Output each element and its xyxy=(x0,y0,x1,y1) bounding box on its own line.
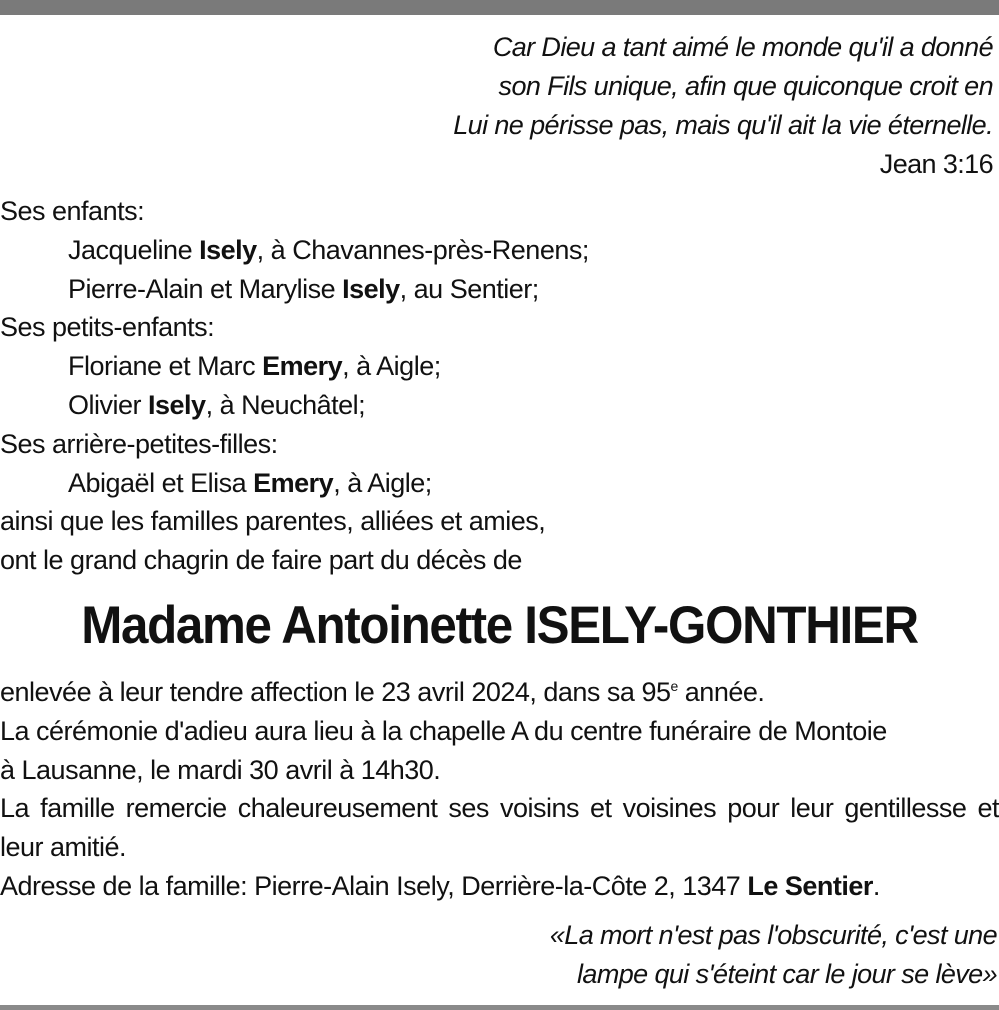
member-first-names: Olivier xyxy=(68,389,149,420)
family-member-entry xyxy=(0,270,760,309)
member-surname: Isely xyxy=(199,234,257,265)
verse-reference: Jean 3:16 xyxy=(879,149,993,179)
ordinal-superscript: e xyxy=(670,678,678,694)
member-surname: Isely xyxy=(342,273,400,304)
member-place: , au Sentier; xyxy=(399,273,539,304)
verse-line-1: Car Dieu a tant aimé le monde qu'il a donné xyxy=(492,32,993,62)
death-date-end: année. xyxy=(677,677,765,707)
bible-verse xyxy=(353,28,993,184)
member-place: , à Aigle; xyxy=(333,467,432,498)
family-member-entry xyxy=(0,231,760,270)
bottom-border xyxy=(0,1005,999,1010)
ceremony-line-1: La cérémonie d'adieu aura lieu à la chapelle A du centre funéraire de Montoie xyxy=(0,715,887,746)
deceased-name: Madame Antoinette ISELY-GONTHIER xyxy=(81,596,918,655)
closing-quote xyxy=(437,916,997,994)
address-place: Le Sentier xyxy=(747,870,873,901)
member-first-names: Abigaël et Elisa xyxy=(68,467,254,498)
member-place: , à Aigle; xyxy=(342,351,441,382)
death-date-line xyxy=(0,673,999,712)
family-member-entry xyxy=(0,386,760,425)
ceremony-line-2: à Lausanne, le mardi 30 avril à 14h30. xyxy=(0,754,441,785)
top-border xyxy=(0,0,999,15)
family-list xyxy=(0,192,760,580)
member-first-names: Pierre-Alain et Marylise xyxy=(68,273,343,304)
member-surname: Isely xyxy=(148,389,206,420)
family-member-entry xyxy=(0,464,760,503)
notice-details xyxy=(0,673,999,906)
address-text: Adresse de la famille: Pierre-Alain Isely, Derrière-la-Côte 2, 1347 xyxy=(0,870,748,901)
member-surname: Emery xyxy=(262,351,343,382)
member-surname: Emery xyxy=(253,467,334,498)
quote-line-2: lampe qui s'éteint car le jour se lève» xyxy=(577,959,997,989)
thanks-paragraph: La famille remercie chaleureusement ses voisins et voisines pour leur gentillesse et leur amitié. xyxy=(0,793,999,863)
member-place: , à Neuchâtel; xyxy=(205,389,366,420)
closing-line-2: ont le grand chagrin de faire part du décès de xyxy=(0,545,522,576)
great-grandchildren-heading: Ses arrière-petites-filles: xyxy=(0,428,278,459)
closing-line-1: ainsi que les familles parentes, alliées et amies, xyxy=(0,506,546,537)
quote-line-1: «La mort n'est pas l'obscurité, c'est une xyxy=(549,920,997,950)
address-end: . xyxy=(872,870,880,901)
family-address xyxy=(0,867,999,906)
grandchildren-heading: Ses petits-enfants: xyxy=(0,312,215,343)
member-first-names: Floriane et Marc xyxy=(68,351,263,382)
verse-line-2: son Fils unique, afin que quiconque croit en xyxy=(498,71,993,101)
member-place: , à Chavannes-près-Renens; xyxy=(256,234,589,265)
member-first-names: Jacqueline xyxy=(68,234,200,265)
family-member-entry xyxy=(0,347,760,386)
death-date-text: enlevée à leur tendre affection le 23 avril 2024, dans sa 95 xyxy=(0,677,671,707)
verse-line-3: Lui ne périsse pas, mais qu'il ait la vie éternelle. xyxy=(453,110,993,140)
children-heading: Ses enfants: xyxy=(0,196,145,226)
